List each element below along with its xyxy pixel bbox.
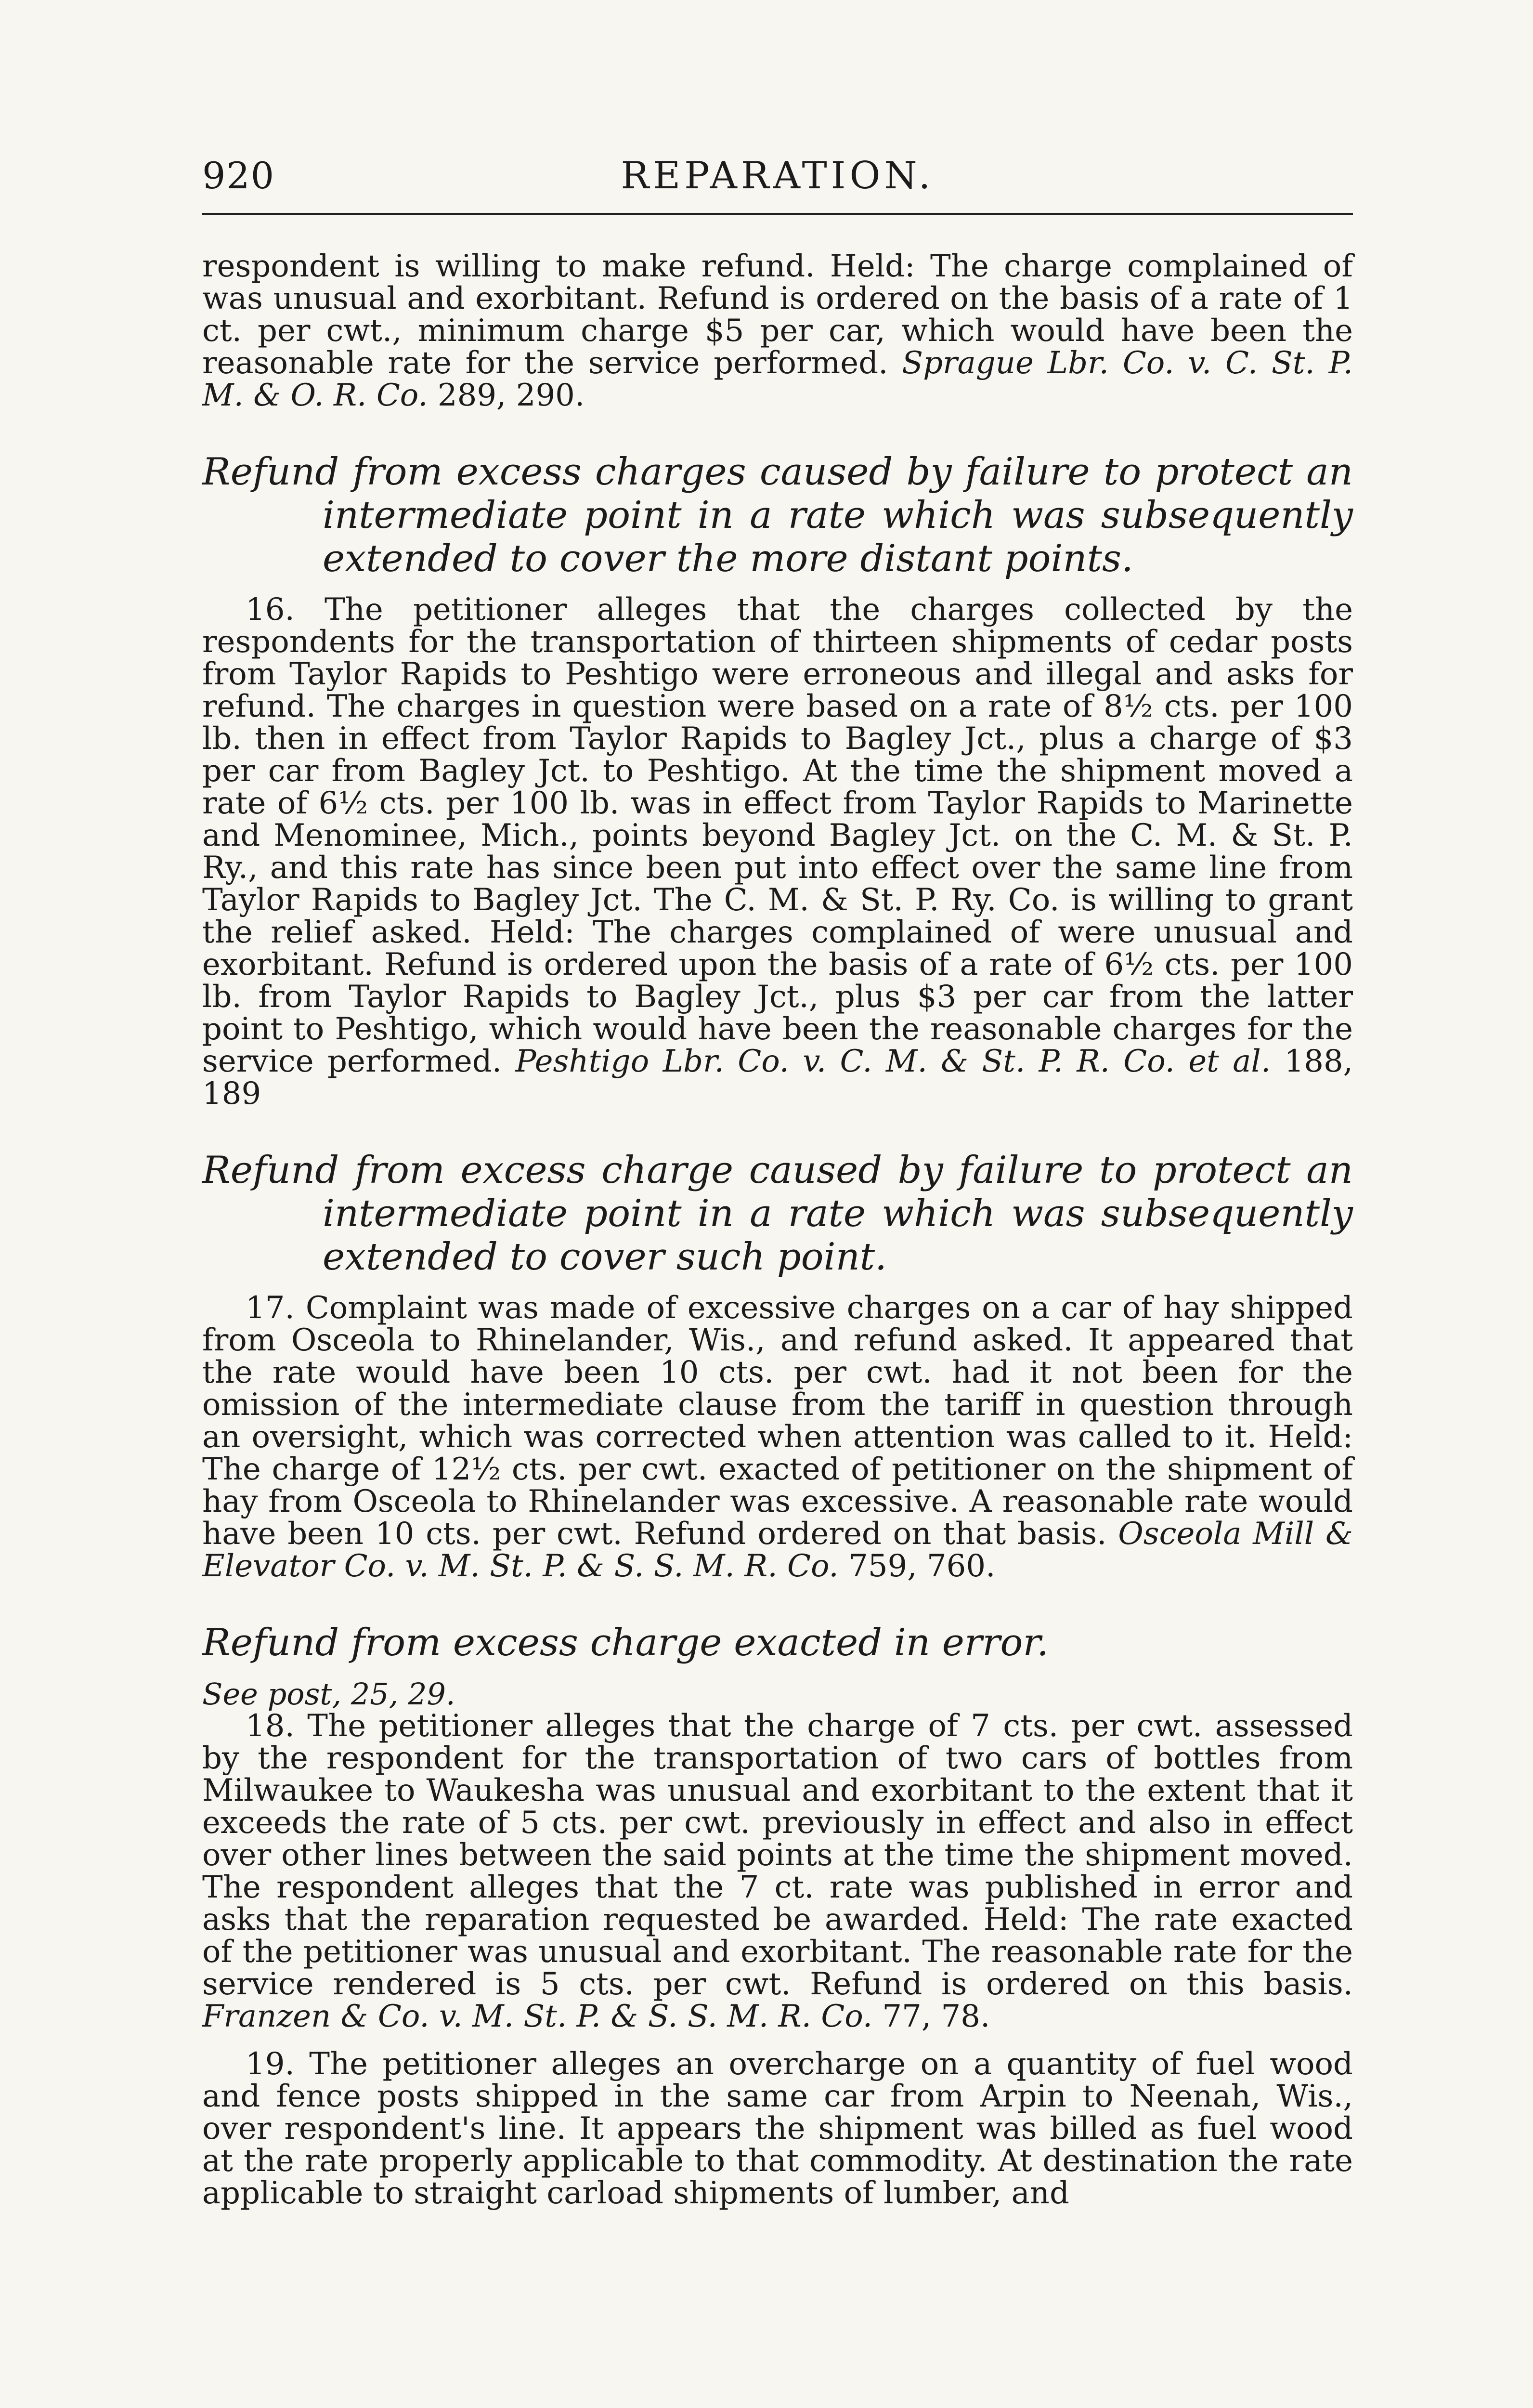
citation-pages: 188, 189: [202, 1044, 1353, 1112]
section-heading: Refund from excess charges caused by failure to protect an intermediate point in a rate which was subsequently extended to cover the more distant points.: [202, 450, 1353, 580]
section-heading: Refund from excess charge caused by failure to protect an intermediate point in a rate which was subsequently extended to cover such point.: [202, 1149, 1353, 1279]
page-number: 920: [202, 154, 275, 197]
paragraph-17: [202, 1292, 1353, 1583]
paragraph-19: [202, 2048, 1353, 2210]
case-citation: Franzen & Co. v. M. St. P. & S. S. M. R. Co.: [202, 1999, 873, 2034]
paragraph-text: 18. The petitioner alleges that the charge of 7 cts. per cwt. assessed by the respondent for the transportation of two cars of bottles from Milwaukee to Waukesha was unusual and exorbitant to the extent that it exceeds the rate of 5 cts. per cwt. previously in effect and also in effect over other lines between the said points at the time the shipment moved. The respondent alleges that the 7 ct. rate was published in error and asks that the reparation requested be awarded. Held: The rate exacted of the petitioner was unusual and exorbitant. The reasonable rate for the service rendered is 5 cts. per cwt. Refund is ordered on this basis.: [202, 1708, 1353, 2002]
paragraph-18: [202, 1710, 1353, 2033]
paragraph-continued: [202, 250, 1353, 412]
running-title: REPARATION.: [621, 154, 935, 197]
citation-pages: 289, 290.: [428, 378, 585, 413]
paragraph-text: respondent is willing to make refund. Held: The charge complained of was unusual and exorbitant. Refund is ordered on the basis of a rate of 1 ct. per cwt., minimum charge $5 per car, which would have been the reasonable rate for the service performed.: [202, 249, 1353, 381]
header-rule: [202, 213, 1353, 215]
paragraph-text: 17. Complaint was made of excessive charges on a car of hay shipped from Osceola to Rhinelander, Wis., and refund asked. It appeared that the rate would have been 10 cts. per cwt. had it not been for the omission of the intermediate clause from the tariff in question through an oversight, which was corrected when attention was called to it. Held: The charge of 12½ cts. per cwt. exacted of petitioner on the shipment of hay from Osceola to Rhinelander was excessive. A reasonable rate would have been 10 cts. per cwt. Refund ordered on that basis.: [202, 1290, 1353, 1552]
body-text: [202, 250, 1353, 2210]
case-citation: Peshtigo Lbr. Co. v. C. M. & St. P. R. Co. et al.: [515, 1044, 1271, 1079]
page-header: [202, 154, 1353, 222]
paragraph-text: 19. The petitioner alleges an overcharge on a quantity of fuel wood and fence posts shipped in the same car from Arpin to Neenah, Wis., over respondent's line. It appears the shipment was billed as fuel wood at the rate properly applicable to that commodity. At destination the rate applicable to straight carload shipments of lumber, and: [202, 2046, 1353, 2211]
section-heading: Refund from excess charge exacted in error.: [202, 1621, 1049, 1664]
citation-pages: 759, 760.: [838, 1548, 996, 1584]
paragraph-16: [202, 594, 1353, 1110]
see-post-reference: See post, 25, 29.: [202, 1676, 455, 1712]
case-citation: Sprague Lbr. Co. v. C. St. P. M. & O. R. Co.: [202, 345, 1353, 413]
case-citation: Osceola Mill & Elevator Co. v. M. St. P. & S. S. M. R. Co.: [202, 1516, 1353, 1584]
paragraph-text: 16. The petitioner alleges that the charges collected by the respondents for the transportation of thirteen shipments of cedar posts from Taylor Rapids to Peshtigo were erroneous and illegal and asks for refund. The charges in question were based on a rate of 8½ cts. per 100 lb. then in effect from Taylor Rapids to Bagley Jct., plus a charge of $3 per car from Bagley Jct. to Peshtigo. At the time the shipment moved a rate of 6½ cts. per 100 lb. was in effect from Taylor Rapids to Marinette and Menominee, Mich., points beyond Bagley Jct. on the C. M. & St. P. Ry., and this rate has since been put into effect over the same line from Taylor Rapids to Bagley Jct. The C. M. & St. P. Ry. Co. is willing to grant the relief asked. Held: The charges complained of were unusual and exorbitant. Refund is ordered upon the basis of a rate of 6½ cts. per 100 lb. from Taylor Rapids to Bagley Jct., plus $3 per car from the latter point to Peshtigo, which would have been the reasonable charges for the service performed.: [202, 592, 1353, 1079]
citation-pages: 77, 78.: [872, 1999, 990, 2034]
